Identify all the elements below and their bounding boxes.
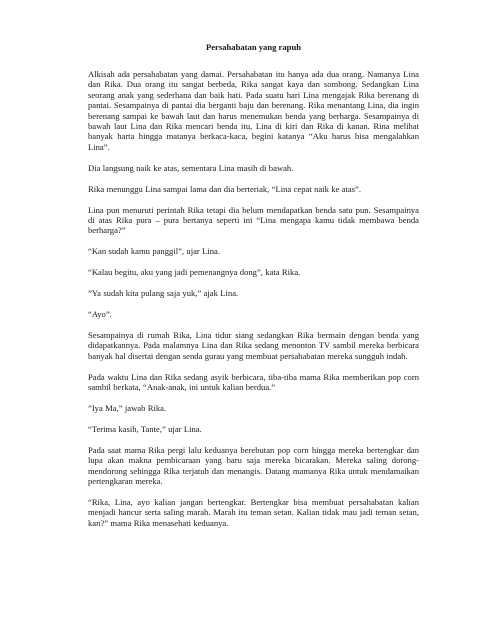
paragraph: Pada waktu Lina dan Rika sedang asyik berbicara, tiba-tiba mama Rika memberikan pop corn sambil berkata, “Anak-anak, ini untuk kalian berdua.”: [88, 371, 419, 393]
paragraph: “Rika, Lina, ayo kalian jangan bertengkar. Bertengkar bisa membuat persahabatan kalian menjadi hancur serta saling marah. Marah itu teman setan. Kalian tidak mau jadi teman setan, kan?” mama Rika menasehati keduanya.: [88, 496, 419, 528]
paragraph: Rika menunggu Lina sampai lama dan dia berteriak, “Lina cepat naik ke atas”.: [88, 183, 361, 194]
dialogue-line: ”Ya sudah kita pulang saja yuk,” ajak Lina.: [88, 288, 239, 299]
document-body: [88, 42, 419, 539]
dialogue-line: ”Iya Ma,” jawab Rika.: [88, 402, 167, 413]
dialogue-line: “Kalau begitu, aku yang jadi pemenangnya dong”, kata Rika.: [88, 267, 301, 278]
document-title: Persahabatan yang rapuh: [205, 42, 302, 52]
paragraph: Sesampainya di rumah Rika, Lina tidur siang sedangkan Rika bermain dengan benda yang didapatkannya. Pada malamnya Lina dan Rika sedang menonton TV sambil mereka berbicara banyak hal disertai dengan senda gurau yang membuat persahabatan mereka sungguh indah.: [88, 329, 419, 361]
paragraph: Dia langsung naik ke atas, sementara Lina masih di bawah.: [88, 162, 294, 173]
paragraph-intro: Alkisah ada persahabatan yang damai. Persahabatan itu hanya ada dua orang. Namanya Lina dan Rika. Dua orang itu sangat berbeda, Rika sangat kaya dan sombong. Sedangkan Lina seorang anak yang sederhana dan baik hati. Pada suatu hari Lina mengajak Rika berenang di pantai. Sesampainya di pantai dia berganti baju dan berenang. Rika menantang Lina, dia ingin berenang sampai ke bawah laut dan harus menemukan benda yang berharga. Sesampainya di bawah laut Lina dan Rika mencari benda itu, Lina di kiri dan Rika di kanan. Rina melihat banyak harta hingga matanya berkaca-kaca, begini katanya “Aku harus bisa mengalahkan Lina”.: [88, 69, 419, 152]
dialogue-line: “Ayo”.: [88, 309, 112, 319]
paragraph: Lina pun menuruti perintah Rika tetapi dia belum mendapatkan benda satu pun. Sesampainya di atas Rika pura – pura bertanya seperti ini “Lina mengapa kamu tidak membawa benda berharga?”: [88, 204, 419, 236]
dialogue-line: “Kan sudah kamu panggil”, ujar Lina.: [88, 246, 221, 257]
dialogue-line: “Terima kasih, Tante,” ujar Lina.: [88, 423, 202, 434]
paragraph: Pada saat mama Rika pergi lalu keduanya berebutan pop corn hingga mereka bertengkar dan lupa akan makna pembicaraan yang baru saja mereka bicarakan. Mereka saling dorong-mendorong sehingga Rika terjatuh dan menangis. Datang mamanya Rika untuk mendamaikan pertengkaran mereka.: [88, 444, 419, 486]
